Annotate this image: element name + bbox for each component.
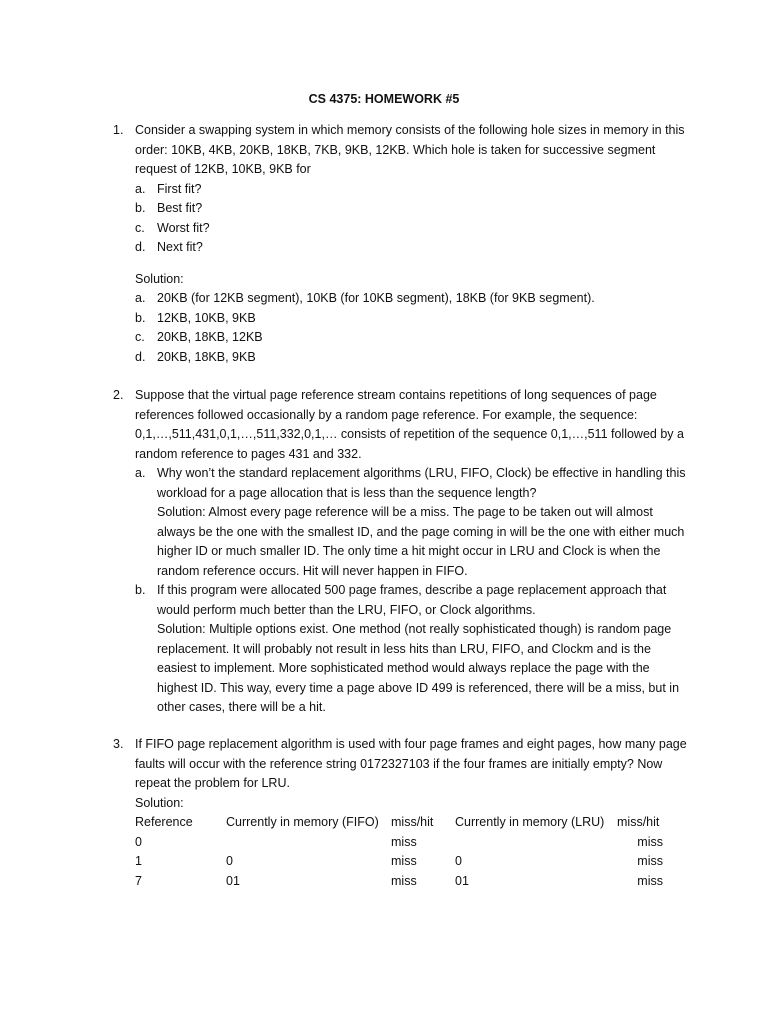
question-3 bbox=[113, 735, 688, 891]
question-text: Consider a swapping system in which memory consists of the following hole sizes in memory in this order: 10KB, 4KB, 20KB, 18KB, 7KB, 9KB, 12KB. Which hole is taken for successive segment request of 12KB, 10KB, 9KB for bbox=[135, 123, 685, 176]
solution-text: Solution: Multiple options exist. One method (not really sophisticated though) is random page replacement. It will probably not result in less hits than LRU, FIFO, and Clockm and is the easiest to implement. More sophisticated method would always replace the page with the highest ID. This way, every time a page above ID 499 is referenced, there will be a miss, but in other cases, there will be a hit. bbox=[157, 622, 680, 714]
item-text: Best fit? bbox=[157, 201, 203, 215]
table-header-row bbox=[135, 813, 688, 833]
subquestion-text: Why won’t the standard replacement algorithms (LRU, FIFO, Clock) be effective in handling this workload for a page allocation that is less than the sequence length? bbox=[157, 466, 686, 500]
question-2 bbox=[113, 386, 688, 718]
list-item bbox=[135, 219, 688, 239]
item-letter: b. bbox=[135, 310, 146, 325]
header-fifo-misshit: miss/hit bbox=[391, 815, 434, 829]
cell-fifo-misshit: miss bbox=[391, 834, 417, 849]
header-fifo-memory: Currently in memory (FIFO) bbox=[226, 815, 379, 829]
item-text: 20KB, 18KB, 12KB bbox=[157, 330, 263, 344]
item-letter: c. bbox=[135, 330, 145, 344]
list-item bbox=[135, 328, 688, 348]
list-item bbox=[135, 348, 688, 368]
question-number: 1. bbox=[113, 123, 124, 137]
table-row bbox=[135, 852, 688, 872]
table-row bbox=[135, 833, 688, 853]
cell-fifo-misshit: miss bbox=[391, 854, 417, 868]
cell-lru-misshit: miss bbox=[637, 854, 663, 868]
solution-label: Solution: bbox=[135, 795, 184, 810]
cell-lru-memory: 0 bbox=[455, 854, 462, 868]
cell-fifo-memory: 01 bbox=[226, 873, 240, 888]
cell-fifo-misshit: miss bbox=[391, 873, 417, 888]
list-item bbox=[135, 309, 688, 329]
table-row bbox=[135, 872, 688, 892]
question-number: 3. bbox=[113, 737, 124, 751]
list-item bbox=[135, 238, 688, 258]
subquestion-a bbox=[135, 464, 688, 581]
solution-text: Solution: Almost every page reference will be a miss. The page to be taken out will almost always be the one with the smallest ID, and the page coming in will be the one with either much higher ID or much smaller ID. The only time a hit might occur in LRU and Clock is when the random reference occurs. Hit will never happen in FIFO. bbox=[157, 505, 685, 578]
item-letter: d. bbox=[135, 349, 146, 364]
question-text: If FIFO page replacement algorithm is used with four page frames and eight pages, how many page faults will occur with the reference string 0172327103 if the four frames are initially empty? Now repeat the problem for LRU. bbox=[135, 737, 687, 790]
question-1 bbox=[113, 121, 688, 367]
item-letter: b. bbox=[135, 201, 146, 215]
list-item bbox=[135, 180, 688, 200]
list-item bbox=[135, 289, 688, 309]
question-number: 2. bbox=[113, 388, 124, 402]
item-text: Worst fit? bbox=[157, 220, 210, 235]
header-reference: Reference bbox=[135, 815, 193, 829]
item-letter: a. bbox=[135, 291, 146, 305]
cell-fifo-memory: 0 bbox=[226, 854, 233, 868]
item-letter: a. bbox=[135, 466, 146, 480]
cell-reference: 0 bbox=[135, 834, 142, 849]
item-text: 20KB (for 12KB segment), 10KB (for 10KB segment), 18KB (for 9KB segment). bbox=[157, 291, 595, 305]
item-letter: d. bbox=[135, 240, 146, 254]
cell-lru-misshit: miss bbox=[637, 873, 663, 888]
item-text: 12KB, 10KB, 9KB bbox=[157, 310, 256, 325]
item-letter: a. bbox=[135, 181, 146, 196]
cell-reference: 7 bbox=[135, 873, 142, 888]
item-text: 20KB, 18KB, 9KB bbox=[157, 349, 256, 364]
page-title: CS 4375: HOMEWORK #5 bbox=[308, 92, 460, 106]
cell-lru-memory: 01 bbox=[455, 873, 469, 888]
item-text: Next fit? bbox=[157, 240, 203, 254]
cell-reference: 1 bbox=[135, 854, 142, 868]
solution-label: Solution: bbox=[135, 271, 184, 286]
subquestion-b bbox=[135, 581, 688, 718]
item-letter: c. bbox=[135, 220, 145, 235]
question-text: Suppose that the virtual page reference stream contains repetitions of long sequences of page references followed occasionally by a random page reference. For example, the sequence: 0,1,…,511,431,0,1,…,511,332,0,1,… consists of repetition of the sequence 0,1,…,511 followed by a random reference to pages 431 and 332. bbox=[135, 388, 684, 461]
cell-lru-misshit: miss bbox=[637, 834, 663, 849]
subquestion-text: If this program were allocated 500 page frames, describe a page replacement approach that would perform much better than the LRU, FIFO, or Clock algorithms. bbox=[157, 583, 667, 617]
item-letter: b. bbox=[135, 583, 146, 597]
list-item bbox=[135, 199, 688, 219]
item-text: First fit? bbox=[157, 181, 202, 196]
header-lru-misshit: miss/hit bbox=[617, 815, 660, 829]
header-lru-memory: Currently in memory (LRU) bbox=[455, 815, 605, 829]
